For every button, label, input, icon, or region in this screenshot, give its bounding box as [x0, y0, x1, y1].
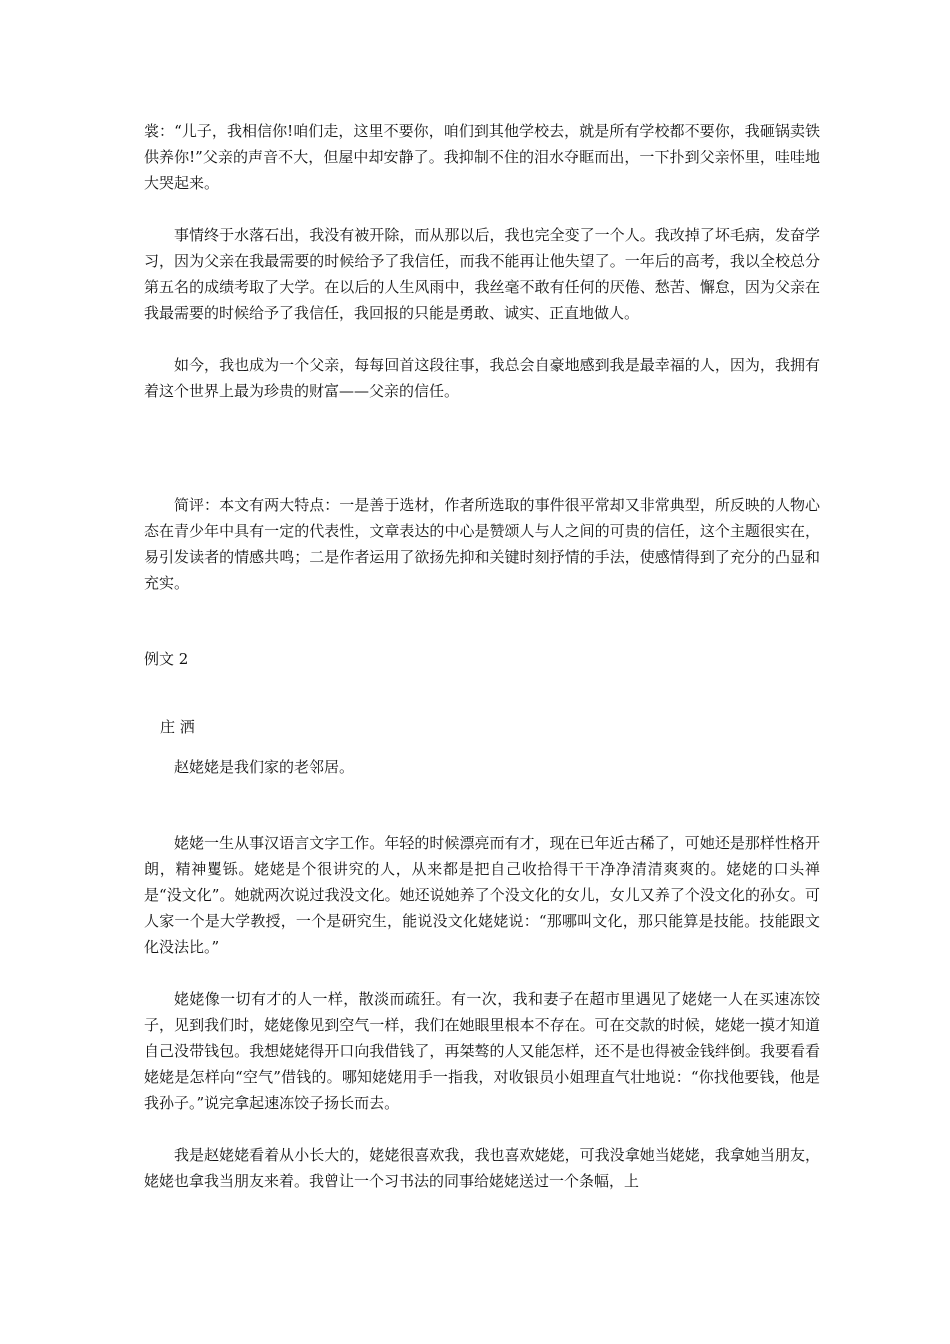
example-heading: 例文 2 [144, 650, 189, 668]
spacer [144, 196, 820, 222]
paragraph-turning-point: 事情终于水落石出，我没有被开除，而从那以后，我也完全变了一个人。我改掉了坏毛病，发奋学习，因为父亲在我最需要的时候给予了我信任，而我不能再让他失望了。一年后的高考，我以全校总分第五名的成绩考取了大学。在以后的人生风雨中，我丝毫不敢有任何的厌倦、愁苦、懈怠，因为父亲在我最需要的时候给予了我信任，我回报的只能是勇敢、诚实、正直地做人。 [144, 226, 820, 322]
spacer [144, 960, 820, 986]
paragraph-friendship: 我是赵姥姥看着从小长大的，姥姥很喜欢我，我也喜欢姥姥，可我没拿她当姥姥，我拿她当朋友，姥姥也拿我当朋友来着。我曾让一个习书法的同事给姥姥送过一个条幅，上 [144, 1146, 820, 1190]
spacer [144, 404, 820, 492]
spacer [144, 1116, 820, 1142]
document-page [144, 118, 820, 1194]
spacer [144, 740, 820, 754]
author-name: 庄 洒 [160, 718, 195, 736]
paragraph-supermarket: 姥姥像一切有才的人一样，散淡而疏狂。有一次，我和妻子在超市里遇见了姥姥一人在买速冻饺子，见到我们时，姥姥像见到空气一样，我们在她眼里根本不存在。可在交款的时候，姥姥一摸才知道自己没带钱包。我想姥姥得开口向我借钱了，再桀骜的人又能怎样，还不是也得被金钱绊倒。我要看看姥姥是怎样向“空气”借钱的。哪知姥姥用手一指我，对收银员小姐理直气壮地说：“你找他要钱，他是我孙子。”说完拿起速冻饺子扬长而去。 [144, 990, 820, 1112]
paragraph-commentary: 简评：本文有两大特点：一是善于选材，作者所选取的事件很平常却又非常典型，所反映的人物心态在青少年中具有一定的代表性，文章表达的中心是赞颂人与人之间的可贵的信任，这个主题很实在，易引发读者的情感共鸣；二是作者运用了欲扬先抑和关键时刻抒情的手法，使感情得到了充分的凸显和充实。 [144, 496, 820, 592]
spacer [144, 596, 820, 646]
spacer [144, 672, 820, 714]
paragraph-conclusion: 如今，我也成为一个父亲，每每回首这段往事，我总会自豪地感到我是最幸福的人，因为，我拥有着这个世界上最为珍贵的财富——父亲的信任。 [144, 356, 820, 400]
paragraph-father-trust: 裳：“儿子，我相信你!咱们走，这里不要你，咱们到其他学校去，就是所有学校都不要你，我砸锅卖铁供养你!”父亲的声音不大，但屋中却安静了。我抑制不住的泪水夺眶而出，一下扑到父亲怀里，哇哇地大哭起来。 [144, 122, 820, 192]
spacer [144, 326, 820, 352]
paragraph-grandma-culture: 姥姥一生从事汉语言文字工作。年轻的时候漂亮而有才，现在已年近古稀了，可她还是那样性格开朗，精神矍铄。姥姥是个很讲究的人，从来都是把自己收拾得干干净净清清爽爽的。姥姥的口头禅是“没文化”。她就两次说过我没文化。她还说她养了个没文化的女儿，女儿又养了个没文化的孙女。可人家一个是大学教授，一个是研究生，能说没文化姥姥说：“那哪叫文化，那只能算是技能。技能跟文化没法比。” [144, 834, 820, 956]
paragraph-intro-neighbor: 赵姥姥是我们家的老邻居。 [174, 758, 355, 776]
spacer [144, 780, 820, 830]
